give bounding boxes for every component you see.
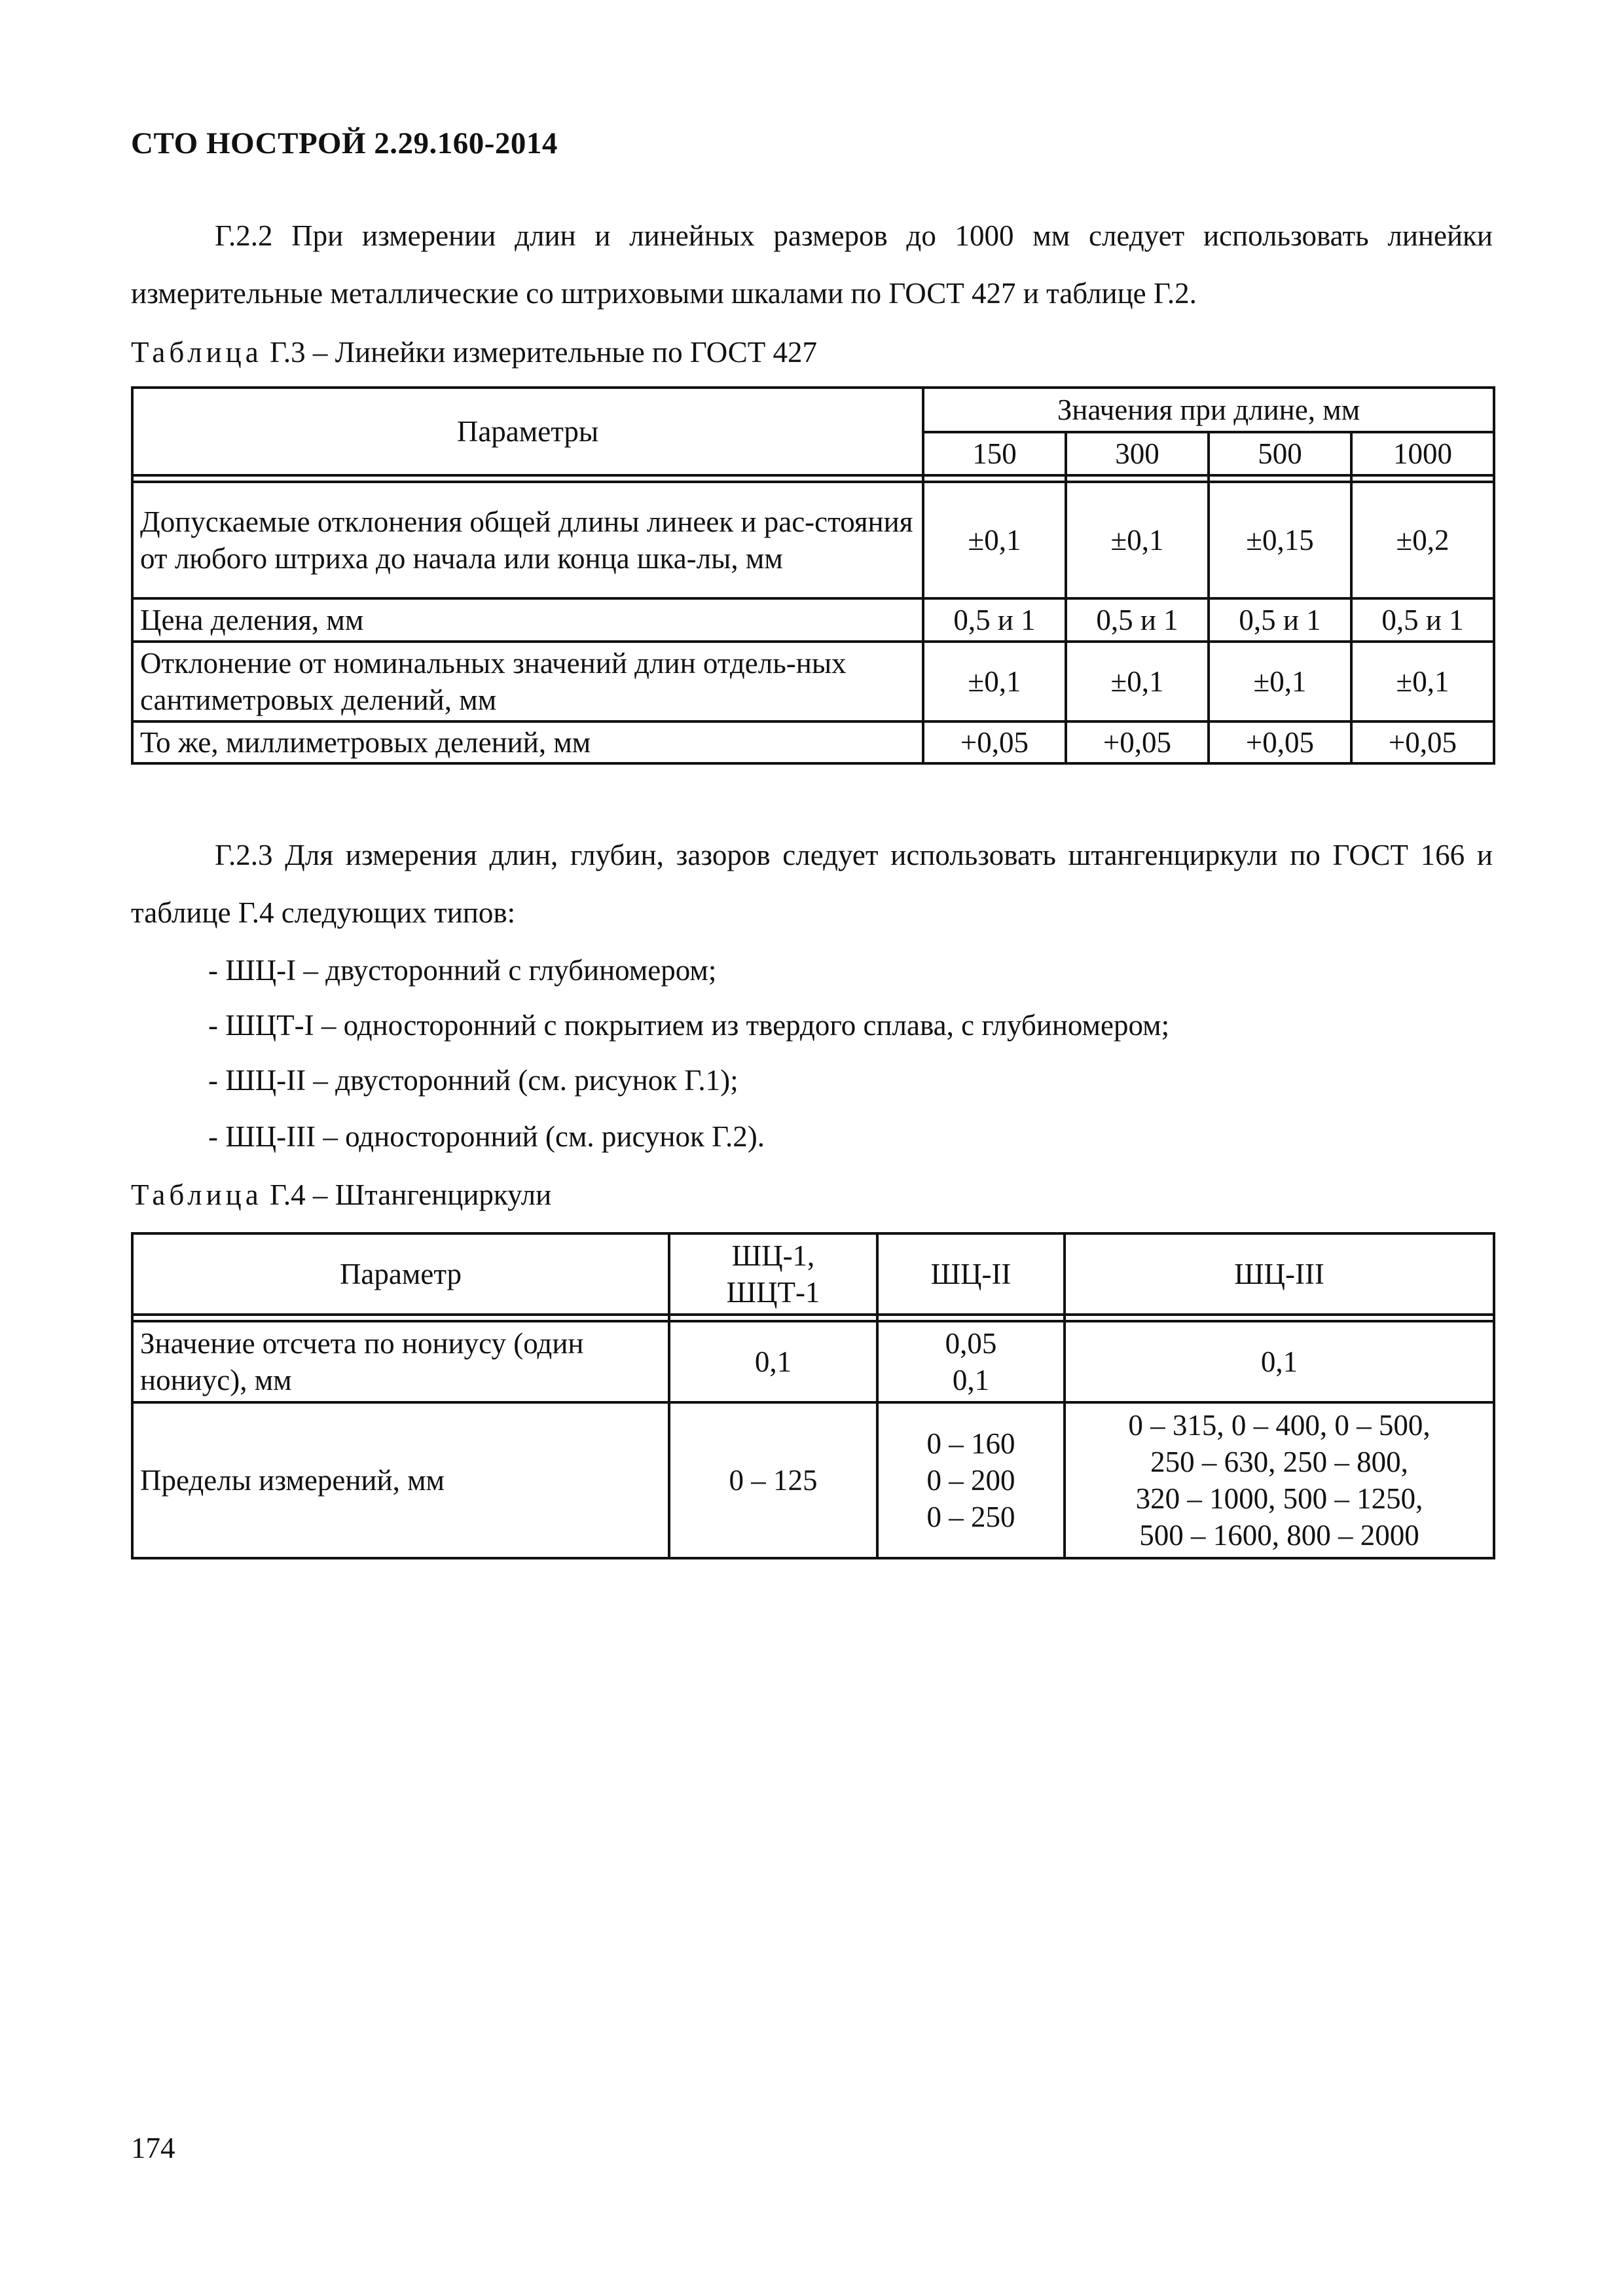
table-g4 [131, 1232, 1495, 1559]
table-g4-caption [131, 1175, 551, 1214]
paragraph-g22 [131, 207, 1493, 322]
table-g3-row-label: Допускаемые отклонения общей длины линеек и рас-стояния от любого штриха до начала или конца шка-лы, мм [132, 482, 923, 598]
table-cell: 0,5 и 1 [1066, 598, 1209, 642]
table-g4-header-col1-line: ШЦТ-1 [726, 1276, 820, 1309]
table-g3-header-param: Параметры [132, 388, 923, 475]
document-header: СТО НОСТРОЙ 2.29.160-2014 [131, 126, 558, 160]
table-cell: 0,5 и 1 [1209, 598, 1351, 642]
table-cell: ±0,2 [1351, 482, 1494, 598]
table-row [132, 1321, 1494, 1402]
table-cell: +0,05 [1209, 721, 1351, 763]
table-row [132, 721, 1494, 763]
table-cell-line: 250 – 630, 250 – 800, [1150, 1446, 1408, 1478]
table-g3 [131, 386, 1495, 765]
table-g4-row-label: Значение отсчета по нониусу (один нониус), мм [132, 1321, 669, 1402]
paragraph-g23 [131, 826, 1493, 941]
table-g4-row-label: Пределы измерений, мм [132, 1402, 669, 1558]
table-cell [877, 1321, 1065, 1402]
table-cell: ±0,1 [1066, 642, 1209, 721]
table-g4-header-separator [132, 1315, 1494, 1321]
table-cell-line: 0 – 315, 0 – 400, 0 – 500, [1128, 1409, 1431, 1442]
table-cell-line: 0 – 200 [926, 1464, 1015, 1497]
table-cell-line: 0 – 160 [926, 1427, 1015, 1460]
table-cell-line: 0 – 250 [926, 1501, 1015, 1533]
table-cell-line: 320 – 1000, 500 – 1250, [1135, 1482, 1423, 1515]
table-cell [877, 1402, 1065, 1558]
table-cell [1065, 1402, 1494, 1558]
table-cell: ±0,15 [1209, 482, 1351, 598]
page-number: 174 [131, 2132, 175, 2164]
table-row [132, 1402, 1494, 1558]
table-g3-header-values: Значения при длине, мм [923, 388, 1494, 432]
list-item: - ШЦ-II – двусторонний (см. рисунок Г.1); [208, 1064, 739, 1097]
table-g3-length: 500 [1209, 432, 1351, 475]
table-g4-header-col1 [669, 1233, 877, 1315]
table-g3-header-row [132, 388, 1494, 432]
table-cell: ±0,1 [1351, 642, 1494, 721]
table-row [132, 598, 1494, 642]
table-g4-header-col1-line: ШЦ-1, [731, 1239, 815, 1272]
table-cell: 0,5 и 1 [1351, 598, 1494, 642]
table-g4-header-col2: ШЦ-II [877, 1233, 1065, 1315]
list-item: - ШЦ-III – односторонний (см. рисунок Г.2). [208, 1120, 765, 1153]
table-g3-row-label: Цена деления, мм [132, 598, 923, 642]
table-g4-caption-word: Таблица [131, 1178, 263, 1211]
table-g3-length: 1000 [1351, 432, 1494, 475]
table-g3-length: 300 [1066, 432, 1209, 475]
table-g4-header-row [132, 1233, 1494, 1315]
table-g3-row-label: Отклонение от номинальных значений длин отдель-ных сантиметровых делений, мм [132, 642, 923, 721]
table-cell: ±0,1 [923, 482, 1066, 598]
table-cell: 0,1 [669, 1321, 877, 1402]
table-cell: ±0,1 [1066, 482, 1209, 598]
table-g3-header-separator [132, 475, 1494, 482]
table-g3-caption [131, 333, 817, 372]
list-item: - ШЦТ-I – односторонний с покрытием из твердого сплава, с глубиномером; [208, 1009, 1170, 1042]
table-g3-length: 150 [923, 432, 1066, 475]
paragraph-g23-text: Г.2.3 Для измерения длин, глубин, зазоров следует использовать штангенциркули по ГОСТ 166 и таблице Г.4 следующих типов: [131, 839, 1493, 929]
list-item: - ШЦ-I – двусторонний с глубиномером; [208, 954, 717, 987]
table-cell: +0,05 [1351, 721, 1494, 763]
table-row [132, 482, 1494, 598]
table-cell-line: 0,05 [945, 1327, 997, 1360]
table-g3-caption-word: Таблица [131, 336, 263, 369]
table-cell: +0,05 [923, 721, 1066, 763]
table-cell: 0 – 125 [669, 1402, 877, 1558]
table-cell-line: 0,1 [952, 1364, 990, 1396]
table-g4-caption-text: Г.4 – Штангенциркули [262, 1178, 552, 1211]
table-cell: +0,05 [1066, 721, 1209, 763]
table-cell: 0,1 [1065, 1321, 1494, 1402]
table-cell: 0,5 и 1 [923, 598, 1066, 642]
paragraph-g22-text: Г.2.2 При измерении длин и линейных размеров до 1000 мм следует использовать линейки измерительные металлические со штриховыми шкалами по ГОСТ 427 и таблице Г.2. [131, 219, 1493, 310]
table-g4-header-param: Параметр [132, 1233, 669, 1315]
table-cell: ±0,1 [1209, 642, 1351, 721]
table-g4-header-col3: ШЦ-III [1065, 1233, 1494, 1315]
table-g3-row-label: То же, миллиметровых делений, мм [132, 721, 923, 763]
table-cell: ±0,1 [923, 642, 1066, 721]
table-g3-caption-text: Г.3 – Линейки измерительные по ГОСТ 427 [262, 336, 818, 369]
table-row [132, 642, 1494, 721]
table-cell-line: 500 – 1600, 800 – 2000 [1139, 1519, 1419, 1552]
